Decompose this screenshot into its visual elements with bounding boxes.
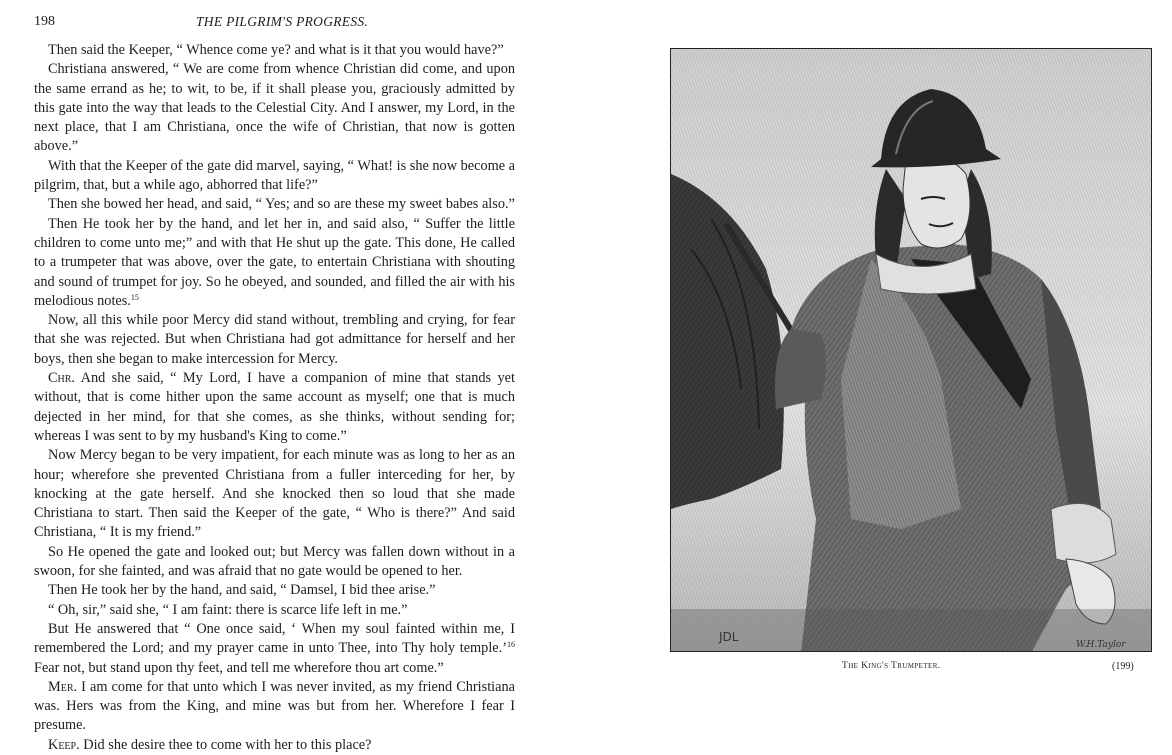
page-header [34,14,524,34]
speaker-label: Mer. [48,678,78,695]
illustration-caption: The King's Trumpeter. [842,661,941,671]
paragraph: Then He took her by the hand, and said, “ Damsel, I bid thee arise.” [48,582,436,599]
paragraph: Then said the Keeper, “ Whence come ye? and what is it that you would have?” [48,42,504,58]
paragraph: Now Mercy began to be very impatient, for each minute was as long to her as an hour; wherefore she prevented Christiana from a fuller interceding for her, by knocking at the gate herself. And she knocked then so loud that she made Christiana to start. Then said the Keeper of the gate, “ Who is there?” And said Christiana, “ It is my friend.” [34,447,515,541]
paragraph: But He answered that “ One once said, ‘ When my soul fainted within me, I remembered the Lord; and my prayer came in unto Thee, into Thy holy temple.’$^{16}$ Fear not, but stand upon thy feet, and tell me wherefore thou art come.” [34,620,515,676]
running-title: THE PILGRIM'S PROGRESS. [196,14,369,29]
paragraph: Chr. And she said, “ My Lord, I have a companion of mine that stands yet without, that is come hither upon the same account as myself; one that is much dejected in her mind, for that she comes, as she thinks, without sending for; whereas I was sent to by my husband's King to come.” [34,370,515,444]
speaker-label: Keep. [48,736,80,753]
paragraph: “ Oh, sir,” said she, “ I am faint: there is scarce life left in me.” [48,601,408,618]
right-page [560,0,1172,704]
left-page [0,0,560,753]
engraving-illustration [670,48,1152,652]
folio-number: (199) [1112,661,1134,672]
paragraph: Then she bowed her head, and said, “ Yes; and so are these my sweet babes also.” [48,196,515,213]
paragraph: Then He took her by the hand, and let her in, and said also, “ Suffer the little children to come unto me;” and with that He shut up the gate. This done, He called to a trumpeter that was above, over the gate, to entertain Christiana with shouting and sound of trumpet for joy. So he obeyed, and sounded, and filled the air with his melodious notes.$^{15}$ [34,215,515,309]
paragraph: Keep. Did she desire thee to come with her to this place? [48,736,372,753]
paragraph: Now, all this while poor Mercy did stand without, trembling and crying, for fear that she was rejected. But when Christiana had got admittance for herself and her boys, then she began to make intercession for Mercy. [34,312,515,367]
engraving-monogram: JDL [719,630,739,644]
speaker-label: Chr. [48,370,76,387]
footnote-ref: 15 [130,292,139,302]
paragraph: With that the Keeper of the gate did marvel, saying, “ What! is she now become a pilgrim, that, but a while ago, abhorred that life?” [34,157,515,194]
paragraph: Mer. I am come for that unto which I was never invited, as my friend Christiana was. Hers was from the King, and mine was but from her. Wherefore I fear I presume. [34,678,515,734]
body-text [34,41,515,755]
paragraph: So He opened the gate and looked out; but Mercy was fallen down without in a swoon, for she fainted, and was afraid that no gate would be opened to her. [34,543,515,580]
page-number: 198 [34,14,55,29]
engraver-signature: W.H.Taylor [1076,640,1126,650]
paragraph: Christiana answered, “ We are come from whence Christian did come, and upon the same errand as he; to wit, to be, if it shall please you, graciously admitted by this gate into the way that leads to the Celestial City. And I answer, my Lord, in the next place, that I am Christiana, once the wife of Christian, that now is gotten above.” [34,61,515,155]
footnote-ref: 16 [507,640,515,650]
